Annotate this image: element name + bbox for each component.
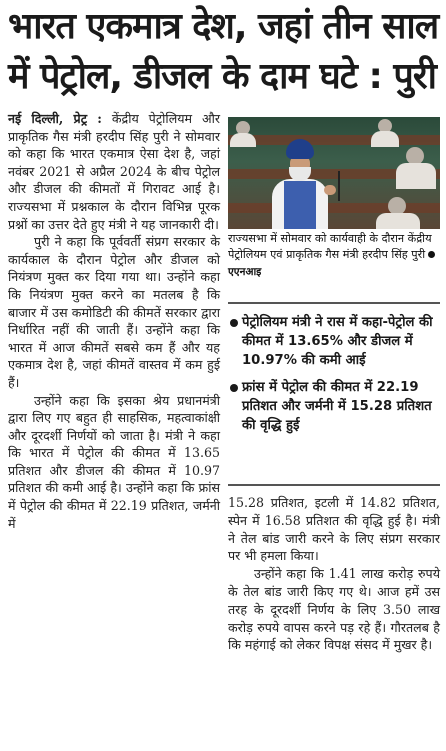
headline xyxy=(8,2,440,102)
highlights-box xyxy=(228,313,440,443)
bench-row xyxy=(228,135,440,145)
member-body xyxy=(230,133,256,147)
member-body xyxy=(396,163,436,189)
paragraph-1-body: केंद्रीय पेट्रोलियम और प्राकृतिक गैस मंत्री हरदीप सिंह पुरी ने सोमवार को कहा कि भारत एकमात्र ऐसा देश है, जहां नवंबर 2021 से अप्रैल 2024 के बीच पेट्रोल और डीजल की कीमतों में गिरावट आई है। राज्यसभा में प्रश्नकाल के दौरान विभिन्न पूरक प्रश्नों का उत्तर देते हुए मंत्री ने यह जानकारी दी। xyxy=(8,111,220,232)
article-right-column xyxy=(228,494,440,654)
article-left-column xyxy=(8,110,220,532)
bullet-dot-icon xyxy=(428,251,435,258)
paragraph-3: उन्होंने कहा कि इसका श्रेय प्रधानमंत्री द्वारा लिए गए बहुत ही साहसिक, महत्वाकांक्षी और दूरदर्शी निर्णयों को जाता है। मंत्री ने कहा कि भारत में पेट्रोल की कीमत में 13.65 प्रतिशत और डीजल की कीमत में 10.97 प्रतिशत की कमी आई है। उन्होंने कहा कि फ्रांस में पेट्रोल की कीमत में 22.19 प्रतिशत, जर्मनी में xyxy=(8,392,220,531)
paragraph-5: उन्होंने कहा कि 1.41 लाख करोड़ रुपये के तेल बांड जारी किए गए थे। आज हमें उस तरह के दूरदर्शी निर्णय के लिए 3.50 लाख करोड़ रुपये वापस करने पड़ रहे हैं। गौरतलब है कि महंगाई को लेकर विपक्ष संसद में मुखर है। xyxy=(228,566,440,653)
bench-row xyxy=(228,203,440,213)
speaker-turban xyxy=(286,139,314,159)
caption-text: राज्यसभा में सोमवार को कार्यवाही के दौरान केंद्रीय पेट्रोलियम एवं प्राकृतिक गैस मंत्री हरदीप सिंह पुरी xyxy=(228,232,432,262)
paragraph-2: पुरी ने कहा कि पूर्ववर्ती संप्रग सरकार के कार्यकाल के दौरान पेट्रोल और डीजल को नियंत्रण मुक्त कर दिया गया था। उन्होंने कहा कि नियंत्रण मुक्त करने का मतलब है कि बाजार में उस कमोडिटी की कीमतें सरकार द्वारा निर्धारित नहीं की जाती हैं। उन्होंने कहा कि भारत में आज कीमतें सबसे कम हैं और यह एकमात्र देश है, जहां कीमतें वास्तव में कम हुई हैं। xyxy=(8,234,220,390)
highlight-item: फ्रांस में पेट्रोल की कीमत में 22.19 प्रतिशत और जर्मनी में 15.28 प्रतिशत की वृद्धि हुई xyxy=(228,378,440,435)
headline-line-2: में पेट्रोल, डीजल के दाम घटे : पुरी xyxy=(8,56,436,97)
speaker-vest xyxy=(284,181,316,229)
dateline: नई दिल्ली, प्रेट्र : xyxy=(8,111,102,126)
news-photo-rajya-sabha xyxy=(228,117,440,229)
member-body xyxy=(371,131,399,147)
headline-line-1: भारत एकमात्र देश, जहां तीन साल xyxy=(8,6,439,47)
photo-credit: एएनआइ xyxy=(228,265,262,278)
highlight-box-bottom-rule xyxy=(228,484,440,486)
paragraph-1 xyxy=(8,110,220,233)
highlight-item: पेट्रोलियम मंत्री ने रास में कहा-पेट्रोल की कीमत में 13.65% और डीजल में 10.97% की कमी आई xyxy=(228,313,440,370)
highlight-box-top-rule xyxy=(228,302,440,304)
speaker-hand xyxy=(324,185,336,195)
member-body xyxy=(376,213,420,229)
paragraph-4: 15.28 प्रतिशत, इटली में 14.82 प्रतिशत, स्पेन में 16.58 प्रतिशत की वृद्धि हुई है। मंत्री ने तेल बांड जारी करने के लिए संप्रग सरकार पर भी हमला किया। xyxy=(228,495,440,564)
photo-caption xyxy=(228,231,440,280)
microphone xyxy=(338,171,340,201)
